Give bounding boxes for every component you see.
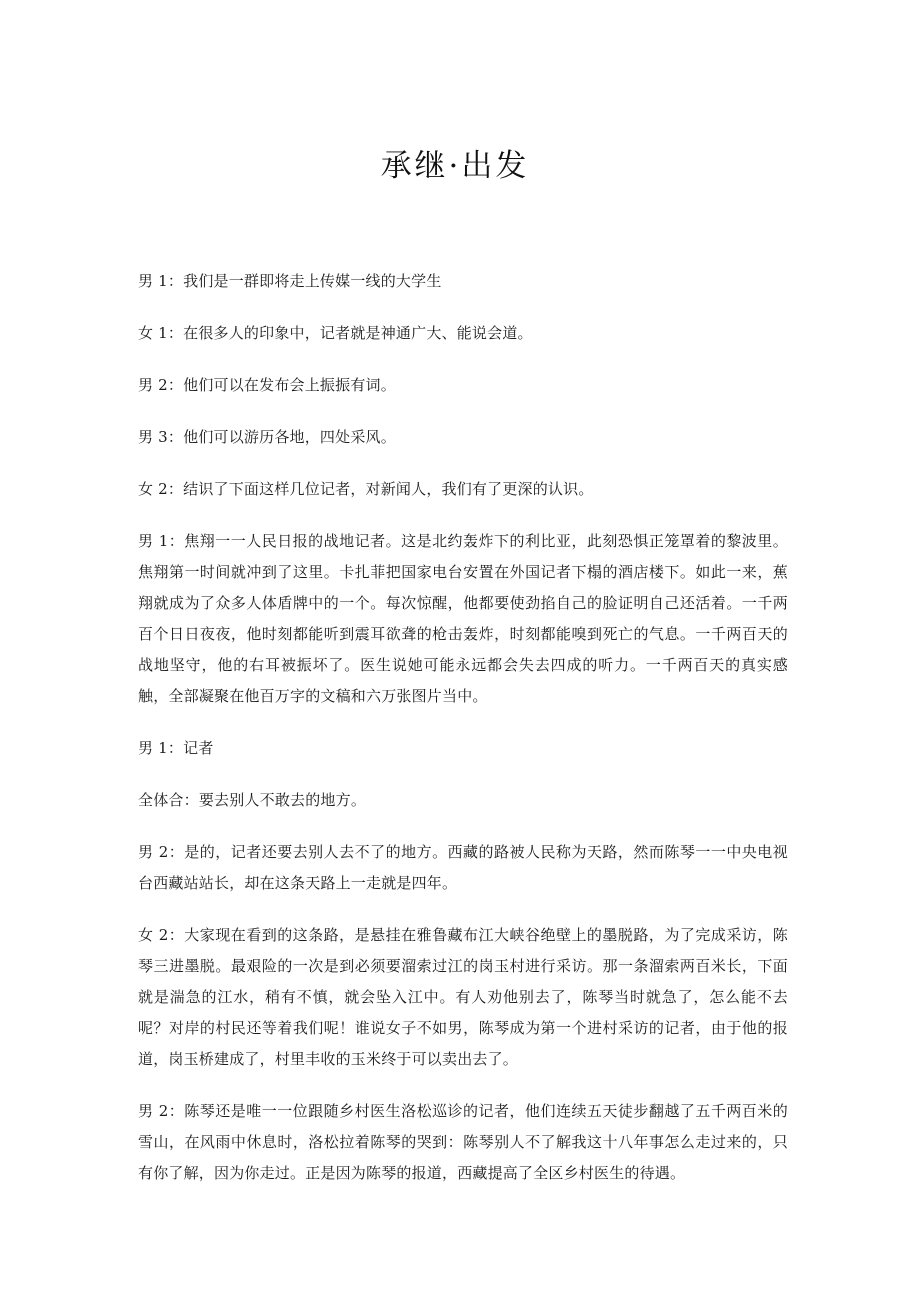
dialogue-line <box>138 422 788 453</box>
dialogue-text: 在很多人的印象中，记者就是神通广大、能说会道。 <box>183 324 533 342</box>
dialogue-text: 大家现在看到的这条路，是悬挂在雅鲁藏布江大峡谷绝壁上的墨脱路，为了完成采访，陈琴三进墨脱。最艰险的一次是到必须要溜索过江的岗玉村进行采访。那一条溜索两百米长，下面就是湍急的江水，稍有不慎，就会坠入江中。有人劝他别去了，陈琴当时就急了，怎么能不去呢？对岸的村民还等着我们呢！谁说女子不如男，陈琴成为第一个进村采访的记者，由于他的报道，岗玉桥建成了，村里丰收的玉米终于可以卖出去了。 <box>138 926 788 1068</box>
speaker-label: 女 2： <box>138 926 185 944</box>
speaker-label: 男 2： <box>138 376 184 394</box>
dialogue-text: 陈琴还是唯一一位跟随乡村医生洛松巡诊的记者，他们连续五天徒步翻越了五千两百米的雪山，在风雨中休息时，洛松拉着陈琴的哭到：陈琴别人不了解我这十八年事怎么走过来的，只有你了解，因为你走过。正是因为陈琴的报道，西藏提高了全区乡村医生的待遇。 <box>138 1102 788 1182</box>
dialogue-line <box>138 474 788 505</box>
speaker-label: 男 2： <box>138 1102 185 1120</box>
speaker-label: 男 1： <box>138 272 184 290</box>
dialogue-text: 结识了下面这样几位记者，对新闻人，我们有了更深的认识。 <box>183 480 594 498</box>
speaker-label: 女 1： <box>138 324 184 342</box>
dialogue-text: 记者 <box>183 739 214 757</box>
speaker-label: 全体合： <box>138 791 199 809</box>
dialogue-text: 他们可以在发布会上振振有词。 <box>183 376 396 394</box>
script-body <box>138 266 788 1210</box>
dialogue-line <box>138 266 788 297</box>
dialogue-text: 焦翔一一人民日报的战地记者。这是北约轰炸下的利比亚，此刻恐惧正笼罩着的黎波里。焦翔第一时间就冲到了这里。卡扎菲把国家电台安置在外国记者下榻的酒店楼下。如此一来，蕉翔就成为了众多人体盾牌中的一个。每次惊醒，他都要使劲掐自己的脸证明自己还活着。一千两百个日日夜夜，他时刻都能听到震耳欲聋的枪击轰炸，时刻都能嗅到死亡的气息。一千两百天的战地坚守，他的右耳被振坏了。医生说她可能永远都会失去四成的听力。一千两百天的真实感触，全部凝聚在他百万字的文稿和六万张图片当中。 <box>138 532 788 705</box>
dialogue-text: 他们可以游历各地，四处采风。 <box>183 428 396 446</box>
speaker-label: 男 2： <box>138 843 185 861</box>
speaker-label: 女 2： <box>138 480 184 498</box>
page-title: 承继·出发 <box>380 148 530 184</box>
dialogue-line <box>138 1096 788 1189</box>
speaker-label: 男 3： <box>138 428 184 446</box>
dialogue-line <box>138 370 788 401</box>
dialogue-text: 我们是一群即将走上传媒一线的大学生 <box>183 272 442 290</box>
dialogue-text: 是的，记者还要去别人去不了的地方。西藏的路被人民称为天路，然而陈琴一一中央电视台西藏站站长，却在这条天路上一走就是四年。 <box>138 843 788 892</box>
dialogue-line <box>138 526 788 712</box>
dialogue-line <box>138 318 788 349</box>
speaker-label: 男 1： <box>138 739 184 757</box>
dialogue-line <box>138 837 788 899</box>
dialogue-line <box>138 733 788 764</box>
speaker-label: 男 1： <box>138 532 185 550</box>
dialogue-text: 要去别人不敢去的地方。 <box>198 791 367 809</box>
dialogue-line <box>138 920 788 1075</box>
dialogue-line <box>138 785 788 816</box>
